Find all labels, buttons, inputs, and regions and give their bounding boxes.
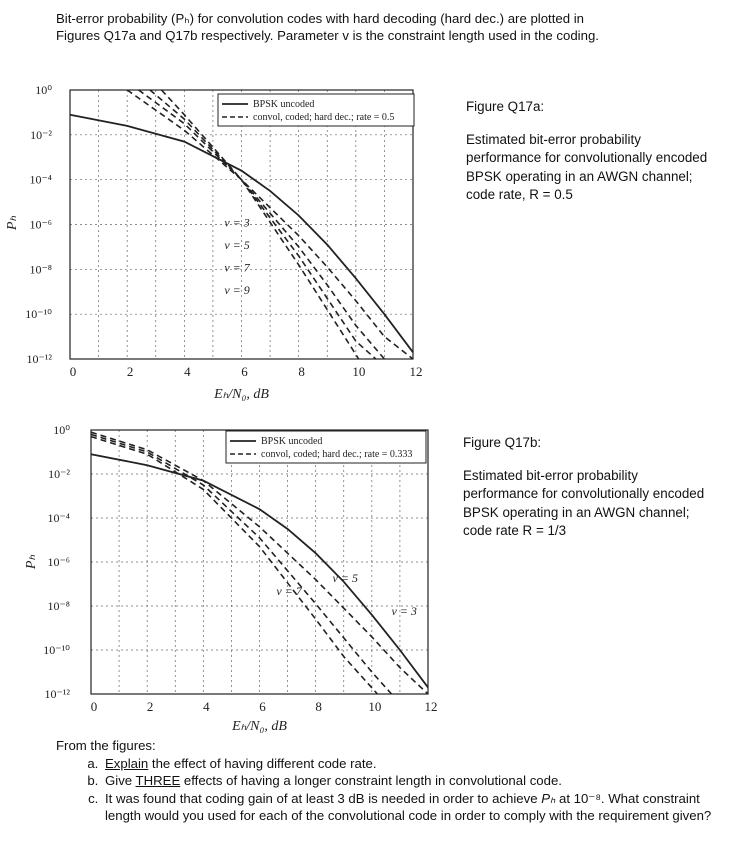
x-tick-label: 0 bbox=[90, 699, 98, 714]
x-tick-label: 4 bbox=[203, 699, 210, 714]
y-tick-label: 10⁻² bbox=[48, 467, 70, 481]
question-a bbox=[102, 755, 716, 773]
x-axis-label: Eₕ/N₀, dB bbox=[214, 387, 269, 402]
figure-a-title: Figure Q17a: bbox=[466, 99, 545, 114]
question-a-keyword: Explain bbox=[105, 755, 149, 771]
intro-line-2: Figures Q17a and Q17b respectively. Parameter v is the constraint length used in the coding. bbox=[56, 28, 599, 43]
question-b-prefix: Give bbox=[105, 773, 136, 788]
series-label: v = 5 bbox=[224, 238, 250, 253]
y-tick-label: 10⁻¹² bbox=[26, 352, 52, 366]
legend-label: BPSK uncoded bbox=[253, 99, 315, 110]
legend-label: convol, coded; hard dec.; rate = 0.5 bbox=[253, 112, 395, 123]
y-tick-label: 10⁻¹² bbox=[44, 687, 70, 701]
x-tick-label: 6 bbox=[241, 364, 248, 379]
y-axis-label: Pₕ bbox=[5, 215, 20, 231]
y-tick-label: 10⁻⁶ bbox=[47, 555, 70, 569]
x-tick-label: 6 bbox=[259, 699, 266, 714]
question-b bbox=[102, 772, 716, 790]
question-c-prefix: It was found that coding gain of at least 3 dB is needed in order to achieve bbox=[105, 790, 542, 806]
y-axis-label: Pₕ bbox=[24, 554, 39, 570]
x-tick-label: 2 bbox=[126, 364, 134, 379]
y-tick-label: 10⁻¹⁰ bbox=[43, 643, 70, 657]
legend-label: BPSK uncoded bbox=[261, 436, 323, 447]
chart-Q17b bbox=[24, 423, 438, 734]
figure-b-title: Figure Q17b: bbox=[463, 435, 542, 450]
x-tick-label: 8 bbox=[298, 364, 305, 379]
question-b-text: effects of having a longer constraint length in convolutional code. bbox=[180, 773, 562, 788]
x-axis-label: Eₕ/N₀, dB bbox=[232, 719, 287, 734]
question-c-text: at 10⁻⁸. What constraint length would you used for each of the convolutional code in order to comply with the requirement given? bbox=[105, 790, 712, 823]
x-tick-label: 8 bbox=[315, 699, 322, 714]
question-b-keyword: THREE bbox=[135, 773, 181, 788]
question-c-variable: Pₕ bbox=[541, 790, 556, 806]
legend-label: convol, coded; hard dec.; rate = 0.333 bbox=[261, 449, 413, 460]
y-tick-label: 10⁻⁸ bbox=[29, 262, 52, 277]
x-tick-label: 12 bbox=[424, 699, 438, 714]
questions bbox=[56, 737, 716, 825]
figure-b-description: Estimated bit-error probability performance for convolutionally encoded BPSK operating in an AWGN channel; code rate R = 1/3 bbox=[463, 467, 705, 538]
y-tick-label: 10⁻⁴ bbox=[29, 172, 52, 187]
series-label: v = 3 bbox=[391, 603, 417, 618]
y-tick-label: 10⁻¹⁰ bbox=[25, 307, 52, 322]
series-label: v = 9 bbox=[224, 282, 250, 297]
y-tick-label: 10⁻⁸ bbox=[47, 599, 70, 613]
x-tick-label: 10 bbox=[352, 364, 366, 379]
y-tick-label: 10⁻² bbox=[30, 127, 52, 142]
intro-line-1: Bit-error probability (Pₕ) for convolution codes with hard decoding (hard dec.) are plotted in bbox=[56, 11, 584, 26]
series-label: v = 3 bbox=[224, 215, 250, 230]
series-line-v7 bbox=[91, 437, 377, 694]
questions-heading: From the figures: bbox=[56, 738, 156, 753]
question-a-text: the effect of having different code rate. bbox=[148, 755, 377, 771]
figure-a-description: Estimated bit-error probability performance for convolutionally encoded BPSK operating in an AWGN channel; code rate, R = 0.5 bbox=[466, 131, 708, 202]
y-tick-label: 10⁰ bbox=[53, 423, 70, 437]
series-label: v = 7 bbox=[224, 260, 250, 275]
x-tick-label: 10 bbox=[368, 699, 382, 714]
questions-list bbox=[56, 755, 716, 825]
question-c bbox=[102, 790, 716, 825]
chart-Q17a bbox=[5, 83, 423, 402]
x-tick-label: 12 bbox=[409, 364, 423, 379]
series-label: v = 7 bbox=[276, 584, 302, 598]
x-tick-label: 4 bbox=[184, 364, 191, 379]
x-tick-label: 2 bbox=[146, 699, 154, 714]
x-tick-label: 0 bbox=[69, 364, 77, 379]
series-line-v5 bbox=[91, 434, 392, 694]
series-label: v = 5 bbox=[332, 570, 358, 585]
y-tick-label: 10⁻⁶ bbox=[29, 217, 52, 232]
y-tick-label: 10⁰ bbox=[35, 83, 52, 97]
y-tick-label: 10⁻⁴ bbox=[47, 511, 70, 525]
